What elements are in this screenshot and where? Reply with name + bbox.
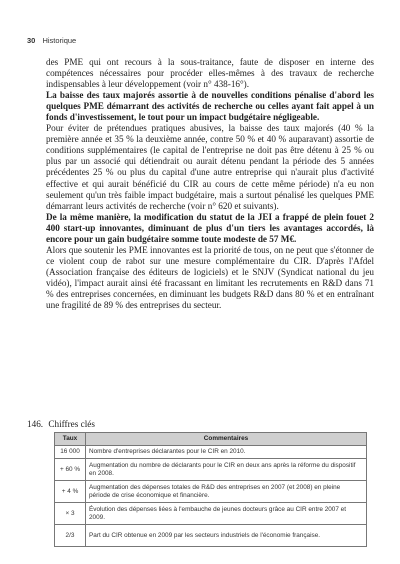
table-cell-value: 16 000 [55, 446, 86, 459]
page-number: 30 [27, 36, 36, 45]
table-cell-value: 2/3 [55, 525, 86, 547]
table-cell-comment: Évolution des dépenses liées à l'embauche de jeunes docteurs grâce au CIR entre 2007 et 2009. [86, 503, 367, 525]
table-cell-comment: Part du CIR obtenue en 2009 par les secteurs industriels de l'économie française. [86, 525, 367, 547]
paragraph: des PME qui ont recours à la sous-traitance, faute de disposer en interne des compétences nécessaires pour procéder elles-mêmes à des travaux de recherche indispensables à leur développement (voir n° 438-16°). [46, 57, 374, 90]
bold-paragraph: De la même manière, la modification du statut de la JEI a frappé de plein fouet 2 400 start-up innovantes, diminuant de plus d'un tiers les avantages accordés, là encore pour un gain budgétaire somme toute modeste de 57 M€. [46, 211, 374, 244]
table-header-taux: Taux [55, 433, 86, 446]
table-header-row [55, 433, 367, 446]
table-cell-comment: Nombre d'entreprises déclarantes pour le CIR en 2010. [86, 446, 367, 459]
section-title: Chiffres clés [48, 419, 95, 429]
body-text [46, 57, 374, 311]
table-cell-comment: Augmentation du nombre de déclarants pour le CIR en deux ans après la réforme du dispositif en 2008. [86, 459, 367, 481]
table-header-commentaires: Commentaires [86, 433, 367, 446]
paragraph: Pour éviter de prétendues pratiques abusives, la baisse des taux majorés (40 % la première année et 35 % la deuxième année, contre 50 % et 40 % auparavant) assortie de conditions supplémentaires (le capital de l'entreprise ne doit pas être détenu à 25 % ou plus par un associé qui détiendrait ou aurait détenu pendant la période des 5 années précédentes 25 % ou plus du capital d'une autre entreprise qui n'aurait plus d'activité effective et qui aurait bénéficié du CIR au cours de cette même période) n'a eu non seulement qu'un très faible impact budgétaire, mais a surtout pénalisé les quelques PME démarrant leurs activités de recherche (voir n° 620 et suivants). [46, 123, 374, 211]
table-row [55, 459, 367, 481]
table-cell-comment: Augmentation des dépenses totales de R&D des entreprises en 2007 (et 2008) en pleine période de crise économique et financière. [86, 481, 367, 503]
section-heading [27, 419, 95, 430]
table-cell-value: + 60 % [55, 459, 86, 481]
page-header [27, 36, 76, 45]
table-row [55, 481, 367, 503]
table-cell-value: + 4 % [55, 481, 86, 503]
running-title: Historique [42, 36, 77, 45]
table-row [55, 503, 367, 525]
paragraph: Alors que soutenir les PME innovantes est la priorité de tous, on ne peut que s'étonner de ce violent coup de rabot sur une mesure complémentaire du CIR. D'après l'Afdel (Association française des éditeurs de logiciels) et le SNJV (Syndicat national du jeu vidéo), l'impact aurait ainsi été fracassant en limitant les recrutements en R&D dans 71 % des entreprises concernées, en diminuant les budgets R&D dans 80 % et en entraînant une fragilité de 89 % des entreprises du secteur. [46, 244, 374, 311]
bold-paragraph: La baisse des taux majorés assortie à de nouvelles conditions pénalise d'abord les quelques PME démarrant des activités de recherche ou celles ayant fait appel à un fonds d'investissement, le tout pour un impact budgétaire négligeable. [46, 90, 374, 123]
key-figures-table [54, 432, 367, 547]
table-cell-value: × 3 [55, 503, 86, 525]
table-row [55, 525, 367, 547]
section-number: 146. [27, 419, 44, 429]
table-row [55, 446, 367, 459]
